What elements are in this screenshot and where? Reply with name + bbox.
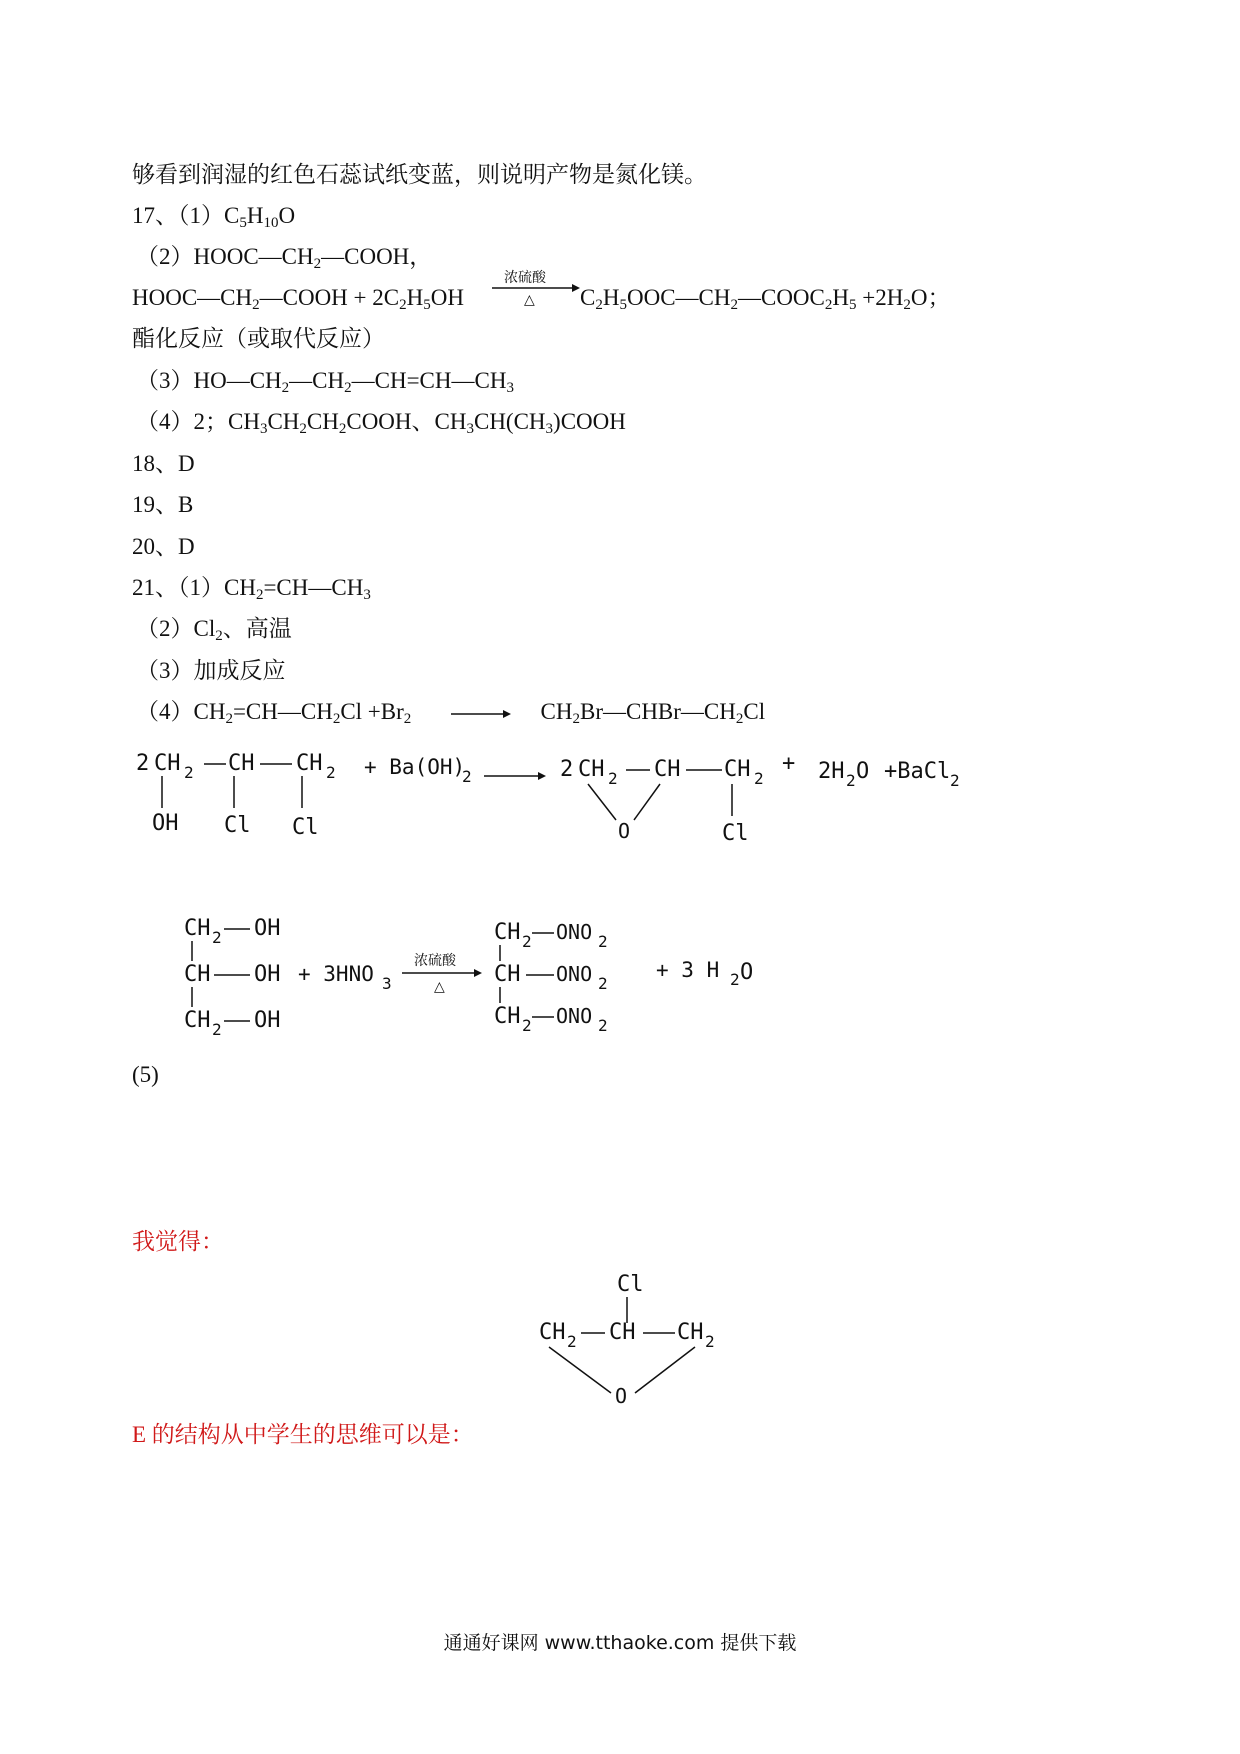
answer-17-1: 17、$(1)C_5H_{10}O$ [132,203,296,231]
svg-text:+: + [782,751,796,776]
answer-21-2: $(2)Cl_2$、高温 [136,616,292,644]
svg-text:2: 2 [608,769,618,788]
answer-19: 19、B [132,492,194,517]
svg-text:ONO: ONO [556,962,593,986]
footer-source: 通通好课网 www.tthaoke.com 提供下载 [443,1632,797,1654]
answer-18: 18、D [132,451,195,476]
svg-text:2: 2 [598,1016,608,1035]
answer-17-equation-product: $C_2H_5OOC—CH_2—COOC_2H_5 +2H_2O$； [580,285,951,313]
svg-text:Cl: Cl [292,815,319,840]
answer-17-reaction-type: 酯化反应（或取代反应） [132,326,385,351]
svg-text:ONO: ONO [556,920,593,944]
svg-text:CH: CH [609,1320,636,1345]
svg-text:2: 2 [754,769,764,788]
svg-text:2: 2 [567,1332,577,1351]
svg-text:2: 2 [846,771,856,790]
svg-text:+BaCl: +BaCl [884,759,951,784]
svg-text:2H: 2H [818,759,845,784]
svg-text:Cl: Cl [224,813,251,838]
svg-text:2: 2 [522,1016,532,1035]
answer-21-5: (5) [132,1062,159,1087]
svg-text:CH: CH [539,1320,566,1345]
svg-text:O: O [856,759,870,784]
svg-text:OH: OH [152,811,179,836]
svg-text:O: O [618,819,631,843]
svg-text:2: 2 [950,771,960,790]
svg-text:CH: CH [184,916,211,941]
answer-17-3: $(3)HO—CH_2—CH_2—CH=CH—CH_3$ [136,368,514,396]
svg-text:CH: CH [494,1004,521,1029]
svg-text:CH: CH [184,1008,211,1033]
svg-text:Cl: Cl [722,821,749,846]
svg-text:OH: OH [254,962,281,987]
answer-17-2: $(2)HOOC—CH_2—COOH$， [136,244,433,272]
svg-text:2: 2 [598,974,608,993]
answer-21-4: $(4)CH_2=CH—CH_2Cl +Br_2$ $CH_2Br—CHBr—CH_2Cl$ [136,699,766,727]
svg-text:O: O [615,1384,628,1408]
svg-text:浓硫酸: 浓硫酸 [504,270,546,286]
svg-text:3: 3 [382,974,392,993]
note-e-structure: E 的结构从中学生的思维可以是： [132,1422,474,1447]
svg-text:2: 2 [598,932,608,951]
answer-20: 20、D [132,534,195,559]
answer-17-4: （4）2；$CH_3CH_2CH_2COOH$、$CH_3CH(CH_3)COOH$ [136,409,626,437]
svg-text:2: 2 [705,1332,715,1351]
note-i-think: 我觉得： [132,1229,224,1254]
svg-text:2: 2 [730,970,740,989]
svg-text:CH: CH [494,920,521,945]
svg-text:OH: OH [254,916,281,941]
svg-text:2: 2 [212,1020,222,1039]
svg-text:CH: CH [677,1320,704,1345]
text-line-1: 够看到润湿的红色石蕊试纸变蓝，则说明产物是氮化镁。 [132,162,707,187]
svg-text:OH: OH [254,1008,281,1033]
svg-text:△: △ [434,979,445,995]
svg-text:CH: CH [184,962,211,987]
svg-text:ONO: ONO [556,1004,593,1028]
svg-text:2: 2 [212,928,222,947]
svg-text:Cl: Cl [617,1272,644,1297]
svg-text:+ 3HNO: + 3HNO [298,962,374,986]
svg-text:CH: CH [228,751,255,776]
svg-text:CH: CH [154,751,181,776]
svg-text:CH: CH [494,962,521,987]
svg-text:CH: CH [578,757,605,782]
svg-text:2: 2 [522,932,532,951]
svg-text:+ 3 H: + 3 H [656,958,720,982]
answer-17-equation: $HOOC—CH_2—COOH + 2C_2H_5OH$ [132,285,464,313]
answer-21-1: 21、$(1)CH_2=CH—CH_3$ [132,575,371,603]
svg-text:CH: CH [724,757,751,782]
svg-text:△: △ [524,292,535,308]
svg-text:2: 2 [462,767,472,786]
reaction-arrow-17 [490,268,580,313]
svg-text:+ Ba(OH): + Ba(OH) [364,755,466,779]
answer-21-3: （3）加成反应 [136,658,286,683]
equation-21-4-ba [132,740,972,855]
svg-text:CH: CH [296,751,323,776]
svg-text:浓硫酸: 浓硫酸 [414,953,456,969]
equation-21-4-nitration [180,905,780,1050]
svg-text:CH: CH [654,757,681,782]
svg-text:2: 2 [326,763,336,782]
svg-text:2: 2 [136,751,150,776]
svg-text:2: 2 [184,763,194,782]
svg-text:O: O [740,960,754,985]
svg-text:2: 2 [560,757,574,782]
epoxide-structure [535,1265,735,1420]
